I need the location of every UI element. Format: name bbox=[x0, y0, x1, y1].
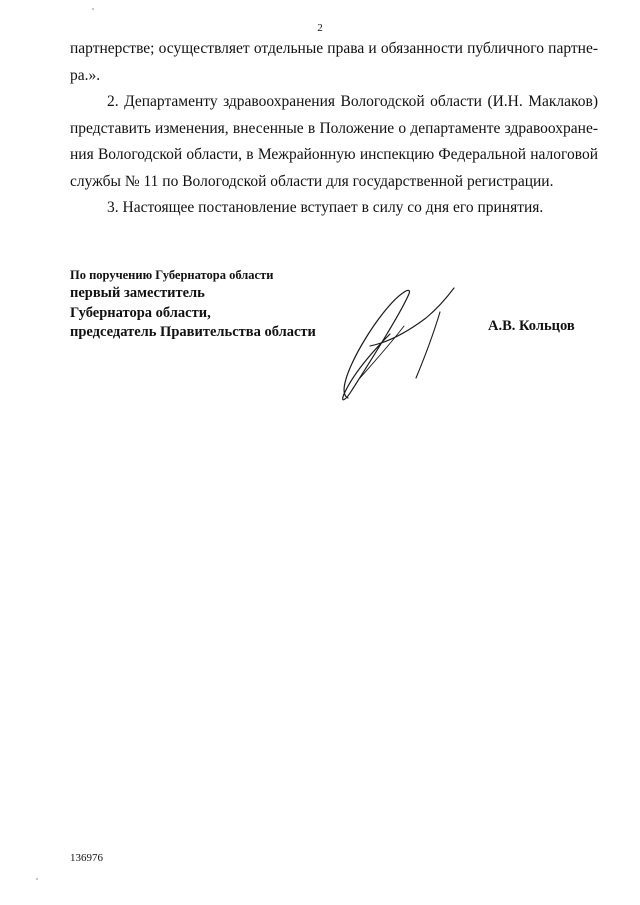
document-code: 136976 bbox=[70, 852, 103, 864]
signature-mandate: По поручению Губернатора области bbox=[70, 268, 274, 282]
paragraph-2 bbox=[70, 89, 598, 195]
text-line: партнерстве; осуществляет отдельные права и обязанности публичного партне- bbox=[70, 40, 598, 57]
paragraph-3 bbox=[70, 195, 598, 222]
handwritten-signature bbox=[330, 282, 460, 404]
text-line: службы № 11 по Вологодской области для государственной регистрации. bbox=[70, 172, 554, 190]
signer-position: первый заместитель bbox=[70, 285, 205, 301]
paragraph-continuation bbox=[70, 36, 598, 89]
text-line: ния Вологодской области, в Межрайонную инспекцию Федеральной налоговой bbox=[70, 146, 598, 163]
page-number: 2 bbox=[317, 22, 323, 34]
text-line: представить изменения, внесенные в Положение о департаменте здравоохране- bbox=[70, 119, 598, 137]
signer-position: Губернатора области, bbox=[70, 304, 211, 321]
scan-speck bbox=[92, 8, 94, 10]
text-line: ра.». bbox=[70, 66, 101, 84]
text-line: 3. Настоящее постановление вступает в силу со дня его принятия. bbox=[107, 199, 544, 216]
signer-position: председатель Правительства области bbox=[70, 324, 316, 340]
text-line: 2. Департаменту здравоохранения Вологодской области (И.Н. Маклаков) bbox=[107, 93, 598, 110]
scan-speck bbox=[36, 878, 38, 880]
signature-block bbox=[70, 266, 316, 343]
signer-name: А.В. Кольцов bbox=[488, 318, 575, 334]
